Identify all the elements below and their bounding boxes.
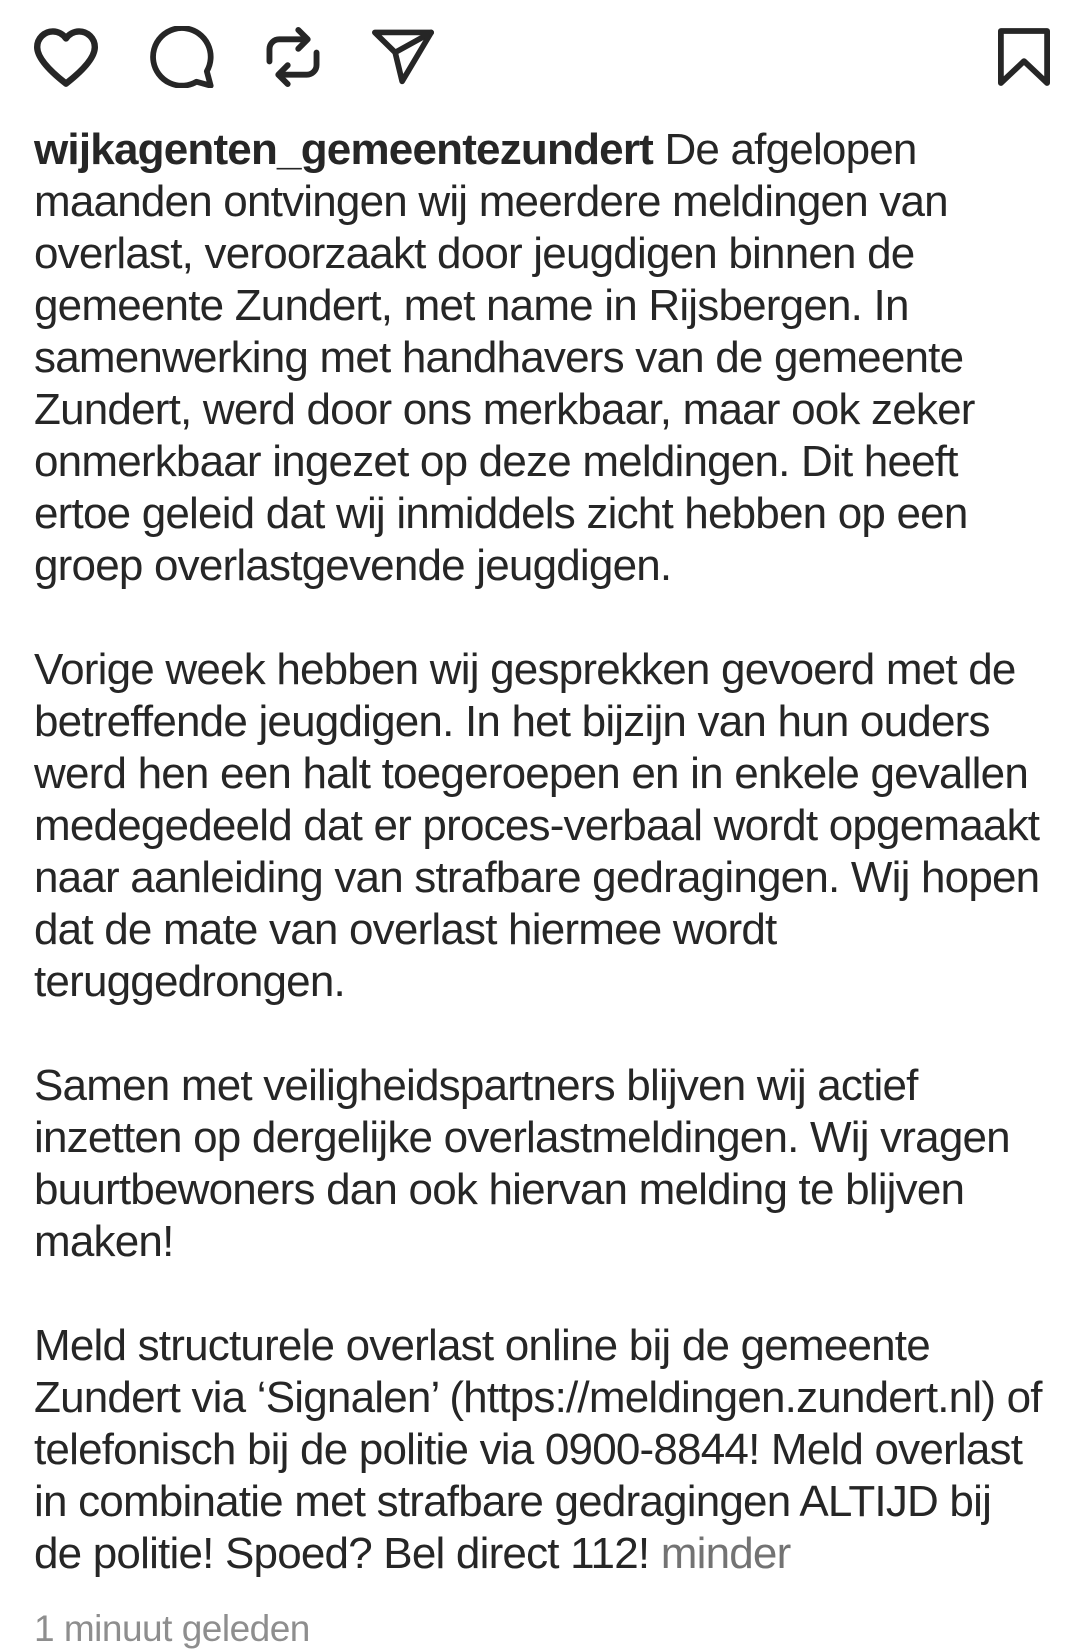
save-button[interactable] [998, 28, 1050, 86]
post-caption [0, 90, 1080, 1580]
paper-plane-icon [372, 29, 434, 85]
username-link[interactable]: wijkagenten_gemeentezundert [34, 125, 653, 174]
comment-bubble-icon [150, 26, 214, 88]
caption-text: Meld structurele overlast online bij de gemeente Zundert via ‘Signalen’ (https://meldingen.zundert.nl) of telefonisch bij de politie via 0900-8844! Meld overlast in combinatie met strafbare gedragingen ALTIJD bij de politie! Spoed? Bel direct 112! [34, 1321, 1042, 1578]
bookmark-icon [998, 28, 1050, 86]
comment-button[interactable] [150, 26, 214, 88]
repost-cycle-arrows-icon [266, 27, 320, 87]
like-button[interactable] [34, 28, 98, 87]
caption-text: De afgelopen maanden ontvingen wij meerdere meldingen van overlast, veroorzaakt door jeugdigen binnen de gemeente Zundert, met name in Rijsbergen. In samenwerking met handhavers van de gemeente Zundert, werd door ons merkbaar, maar ook zeker onmerkbaar ingezet op deze meldingen. Dit heeft ertoe geleid dat wij inmiddels zicht hebben op een groep overlastgevende jeugdigen. [34, 125, 975, 590]
caption-paragraph [34, 124, 1046, 592]
post-timestamp: 1 minuut geleden [34, 1608, 310, 1649]
caption-paragraph: Samen met veiligheidspartners blijven wij actief inzetten op dergelijke overlastmeldingen. Wij vragen buurtbewoners dan ook hiervan melding te blijven maken! [34, 1061, 1010, 1266]
caption-collapse-toggle[interactable]: minder [660, 1529, 791, 1578]
heart-outline-icon [34, 28, 98, 87]
caption-paragraph: Vorige week hebben wij gesprekken gevoerd met de betreffende jeugdigen. In het bijzijn van hun ouders werd hen een halt toegeroepen en in enkele gevallen medegedeeld dat er proces-verbaal wordt opgemaakt naar aanleiding van strafbare gedragingen. Wij hopen dat de mate van overlast hiermee wordt teruggedrongen. [34, 645, 1040, 1006]
repost-button[interactable] [266, 27, 320, 87]
post-action-bar [0, 0, 1080, 90]
share-button[interactable] [372, 29, 434, 85]
caption-paragraph [34, 1320, 1046, 1580]
